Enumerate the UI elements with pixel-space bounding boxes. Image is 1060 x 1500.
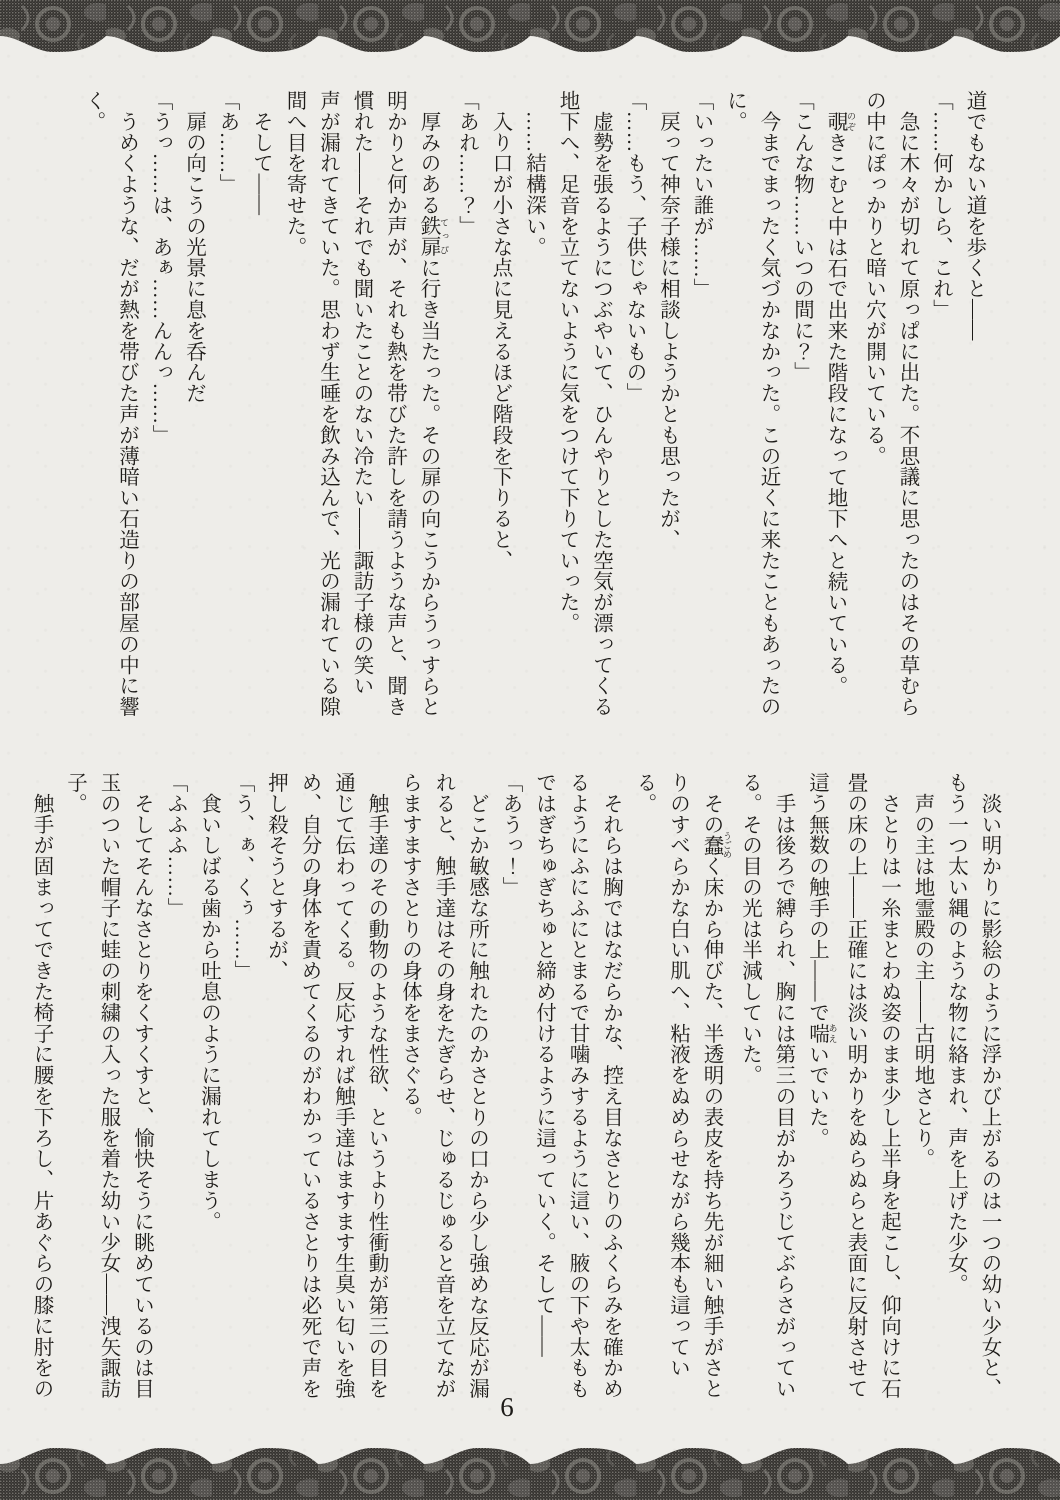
text-column: る。その目の光は半減していた。: [738, 772, 761, 1086]
text-column: そしてそんなさとりをくすくすと、愉快そうに眺めているのは目: [130, 772, 153, 1399]
text-column: 「あれ……？」: [455, 90, 478, 237]
text-column: 通じて伝わってくる。反応すれば触手達はますます生臭い匂いを強: [331, 772, 354, 1399]
text-column: 食いしばる歯から吐息のように漏れてしまう。: [197, 772, 220, 1232]
text-column: 手は後ろで縛られ、胸には第三の目がかろうじてぶらさがってい: [772, 772, 794, 1399]
text-column: 「うっ……は、あぁ……んんっ……」: [149, 90, 171, 446]
text-column: 玉のついた帽子に蛙の刺繍の入った服を着た幼い少女――洩矢諏訪: [97, 772, 119, 1399]
text-column: それらは胸ではなだらかな、控え目なさとりのふくらみを確かめ: [599, 772, 622, 1399]
text-column: 「いったい誰が……」: [690, 90, 712, 299]
text-column: 触手が固まってできた椅子に腰を下ろし、片あぐらの膝に肘をの: [30, 772, 52, 1399]
text-column: の中にぽっかりと暗い穴が開いている。: [862, 90, 885, 467]
text-column: 入り口が小さな点に見えるほど階段を下りると、: [489, 90, 511, 571]
text-column: どこか敏感な所に触れたのかさとりの口から少し強めな反応が漏: [465, 772, 488, 1399]
text-column: 扉の向こうの光景に息を呑んだ: [182, 90, 205, 404]
text-column: 声が漏れてきていた。思わず生唾を飲み込んで、光の漏れている隙: [316, 90, 339, 717]
text-column: 間へ目を寄せた。: [283, 90, 305, 258]
text-column: 「う、ぁ、くぅ……」: [231, 772, 253, 981]
text-column: 「……何かしら、これ」: [929, 90, 952, 320]
text-column: 子。: [63, 772, 86, 814]
text-column: その蠢 うごめく床から伸びた、半透明の表皮を持ち先が細い触手がさと: [700, 772, 732, 1400]
text-column: 押し殺そうとするが、: [264, 772, 287, 981]
text-column: 明かりと何か声が、それも熱を帯びた許しを請うような声と、聞き: [383, 90, 406, 717]
text-column: 厚みのある鉄扉 てっぴに行き当たった。その扉の向こうからうっすらと: [417, 90, 449, 718]
text-column: く。: [82, 90, 104, 132]
text-column: らますますさとりの身体をまさぐる。: [398, 772, 421, 1128]
novel-text-bottom-section: [24, 772, 1006, 1408]
text-column: 這う無数の触手の上――で喘 あえいでいた。: [805, 772, 838, 1149]
text-column: ではぎちゅぎちゅと締め付けるように這っていく。そして――: [532, 772, 555, 1358]
text-column: さとりは一糸まとわぬ姿のまま少し上半身を起こし、仰向けに石: [877, 772, 900, 1399]
text-column: 「……もう、子供じゃないもの」: [623, 90, 645, 404]
text-column: 覗 のぞきこむと中は石で出来た階段になって地下へと続いている。: [824, 110, 856, 697]
text-column: に。: [723, 90, 746, 132]
text-column: 今までまったく気づかなかった。この近くに来たこともあったの: [757, 90, 779, 717]
text-column: 「こんな物……いつの間に？」: [790, 90, 813, 383]
text-column: 慣れた――それでも聞いたことのない冷たい――諏訪子様の笑い: [350, 90, 372, 697]
text-column: ……結構深い。: [522, 90, 545, 258]
text-column: 淡い明かりに影絵のように浮かび上がるのは一つの幼い少女と、: [978, 772, 1000, 1399]
text-column: 「ふふふ……」: [164, 772, 186, 919]
text-column: 声の主は地霊殿の主――古明地さとり。: [911, 772, 933, 1170]
text-column: 触手達のその動物のような性欲、というより性衝動が第三の目を: [365, 772, 387, 1399]
text-column: 道でもない道を歩くと――: [963, 90, 985, 341]
novel-text-top-section: [76, 90, 991, 726]
text-column: うめくような、だが熱を帯びた声が薄暗い石造りの部屋の中に響: [115, 90, 138, 717]
lace-border-bottom: [0, 1442, 1060, 1500]
text-column: 畳の床の上――正確には淡い明かりをぬらぬらと表面に反射させて: [844, 772, 866, 1399]
page-number: 6: [500, 1392, 514, 1422]
text-column: 急に木々が切れて原っぱに出た。不思議に思ったのはその草むら: [896, 90, 918, 717]
text-column: もう一つ太い縄のような物に絡まれ、声を上げた少女。: [944, 772, 967, 1295]
text-column: 戻って神奈子様に相談しようかとも思ったが、: [656, 90, 679, 550]
text-column: そして――: [249, 90, 272, 216]
text-column: 地下へ、足音を立てないように気をつけて下りていった。: [556, 90, 578, 634]
text-column: るようにふにふにとまるで甘噛みするように這い、腋の下や太もも: [566, 772, 588, 1399]
text-column: 「あ……」: [216, 90, 238, 195]
text-column: 虚勢を張るようにつぶやいて、ひんやりとした空気が漂ってくる: [589, 90, 612, 717]
text-column: りのすべらかな白い肌へ、粘液をぬめらせながら幾本も這っている。: [633, 772, 689, 1379]
text-column: め、自分の身体を責めてくるのがわかっているさとりは必死で声を: [298, 772, 320, 1399]
text-column: れると、触手達はその身をたぎらせ、じゅるじゅると音を立てなが: [432, 772, 454, 1399]
text-column: 「あうっ！」: [499, 772, 521, 898]
lace-border-top: [0, 0, 1060, 58]
